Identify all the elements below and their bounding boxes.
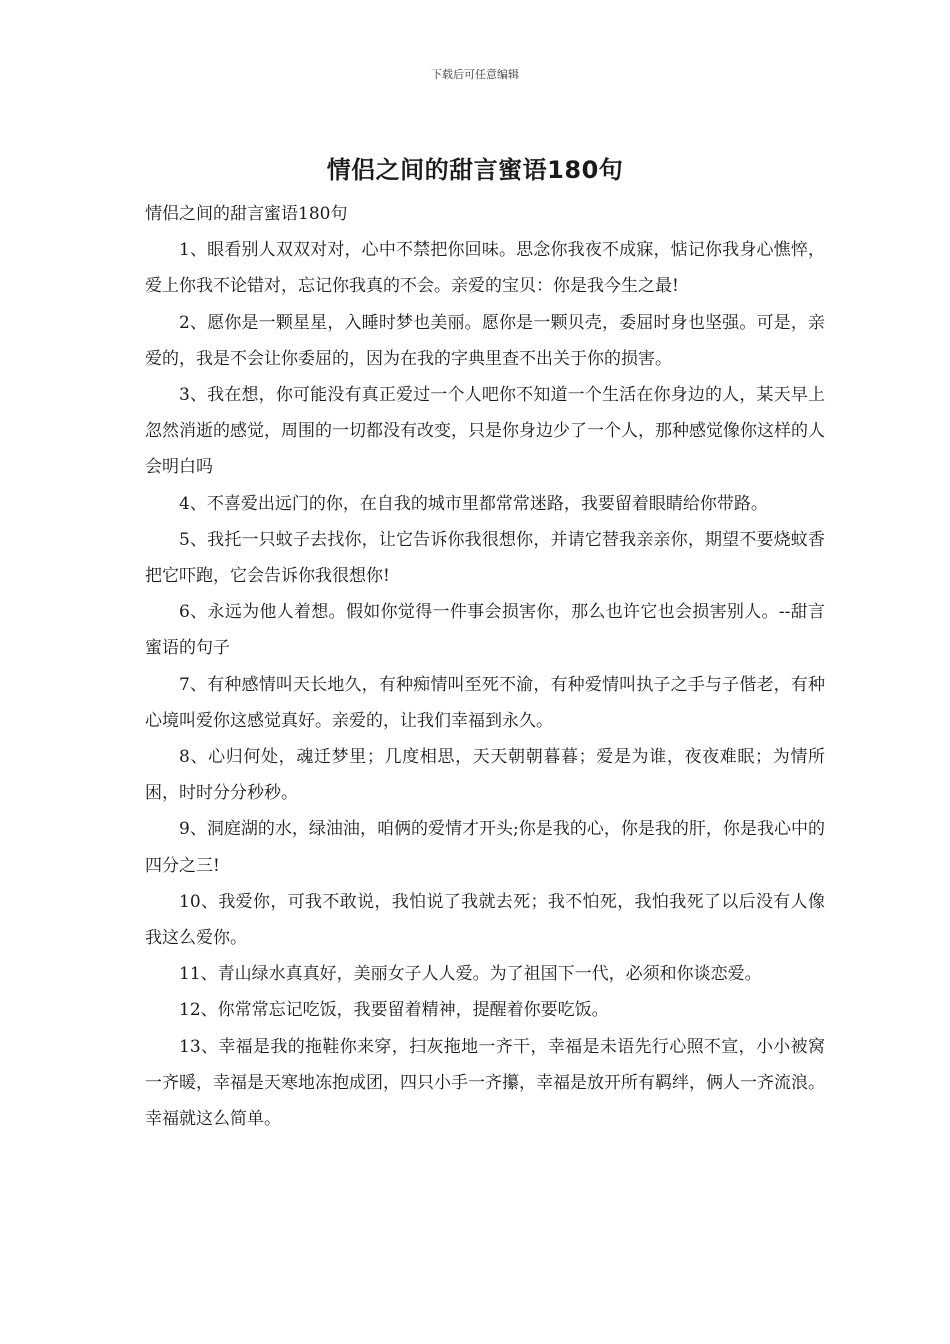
list-item: 4、不喜爱出远门的你，在自我的城市里都常常迷路，我要留着眼睛给你带路。 — [179, 493, 768, 514]
list-item: 7、有种感情叫天长地久，有种痴情叫至死不渝，有种爱情叫执子之手与子偕老，有种心境叫爱你这感觉真好。亲爱的，让我们幸福到永久。 — [145, 674, 825, 731]
list-item: 3、我在想，你可能没有真正爱过一个人吧你不知道一个生活在你身边的人，某天早上忽然消逝的感觉，周围的一切都没有改变，只是你身边少了一个人，那种感觉像你这样的人会明白吗 — [145, 385, 825, 478]
header-note: 下载后可任意编辑 — [431, 68, 519, 81]
list-item: 13、幸福是我的拖鞋你来穿，扫灰拖地一齐干，幸福是未语先行心照不宣，小小被窝一齐暖，幸福是天寒地冻抱成团，四只小手一齐攥，幸福是放开所有羁绊，俩人一齐流浪。幸福就这么简单。 — [145, 1036, 825, 1130]
list-item: 12、你常常忘记吃饭，我要留着精神，提醒着你要吃饭。 — [179, 1000, 609, 1021]
list-item: 11、青山绿水真真好，美丽女子人人爱。为了祖国下一代，必须和你谈恋爱。 — [179, 964, 762, 985]
list-item: 8、心归何处，魂迁梦里；几度相思，天天朝朝暮暮；爱是为谁，夜夜难眠；为情所困，时时分分秒秒。 — [145, 747, 825, 804]
document-body — [145, 196, 825, 1137]
document-title: 情侣之间的甜言蜜语180句 — [326, 156, 624, 184]
list-item: 9、洞庭湖的水，绿油油，咱俩的爱情才开头;你是我的心，你是我的肝，你是我心中的四分之三! — [145, 819, 825, 876]
list-item: 5、我托一只蚊子去找你，让它告诉你我很想你，并请它替我亲亲你，期望不要烧蚊香把它吓跑，它会告诉你我很想你! — [145, 529, 825, 587]
list-item: 6、永远为他人着想。假如你觉得一件事会损害你，那么也许它也会损害别人。--甜言蜜语的句子 — [145, 602, 825, 659]
list-item: 2、愿你是一颗星星，入睡时梦也美丽。愿你是一颗贝壳，委屈时身也坚强。可是，亲爱的，我是不会让你委屈的，因为在我的字典里查不出关于你的损害。 — [145, 312, 825, 369]
list-item: 10、我爱你，可我不敢说，我怕说了我就去死；我不怕死，我怕我死了以后没有人像我这么爱你。 — [145, 891, 825, 949]
list-item: 1、眼看别人双双对对，心中不禁把你回味。思念你我夜不成寐，惦记你我身心憔悴，爱上你我不论错对，忘记你我真的不会。亲爱的宝贝：你是我今生之最! — [145, 240, 825, 297]
subtitle-line: 情侣之间的甜言蜜语180句 — [145, 204, 348, 224]
